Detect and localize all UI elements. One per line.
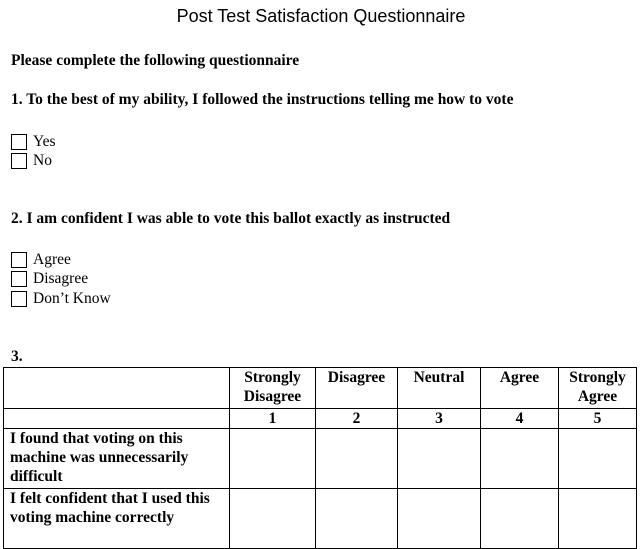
rating-cell[interactable] [398,489,481,549]
option-label: Yes [33,133,56,150]
rating-cell[interactable] [316,489,398,549]
option-disagree[interactable] [11,269,88,289]
option-label: Disagree [33,270,89,287]
scale-number: 1 [230,409,316,429]
rating-cell[interactable] [398,429,481,489]
option-no[interactable] [11,151,52,171]
rating-table [3,367,637,549]
disagree-checkbox[interactable] [11,271,27,287]
option-label: No [33,152,52,169]
page-title: Post Test Satisfaction Questionnaire [176,6,466,26]
option-label: Don’t Know [33,290,111,307]
header-disagree: Disagree [316,368,398,409]
option-yes[interactable] [11,132,56,152]
question-3: 3. [11,348,23,365]
option-agree[interactable] [11,250,71,270]
instructions: Please complete the following questionnaire [11,52,300,69]
header-strongly-agree: Strongly Agree [559,368,637,409]
rating-cell[interactable] [481,489,559,549]
number-blank [4,409,230,429]
table-row [4,429,637,489]
header-neutral: Neutral [398,368,481,409]
question-2: 2. I am confident I was able to vote this ballot exactly as instructed [11,210,451,227]
rating-cell[interactable] [316,429,398,489]
option-dont-know[interactable] [11,289,111,309]
no-checkbox[interactable] [11,153,27,169]
rating-cell[interactable] [230,489,316,549]
rating-cell[interactable] [230,429,316,489]
statement: I found that voting on this machine was unnecessarily difficult [4,429,230,489]
scale-number: 3 [398,409,481,429]
table-row [4,489,637,549]
header-blank [4,368,230,409]
rating-cell[interactable] [481,429,559,489]
rating-cell[interactable] [559,429,637,489]
agree-checkbox[interactable] [11,252,27,268]
option-label: Agree [33,251,71,268]
scale-number: 2 [316,409,398,429]
header-agree: Agree [481,368,559,409]
rating-cell[interactable] [559,489,637,549]
header-strongly-disagree: Strongly Disagree [230,368,316,409]
dont-know-checkbox[interactable] [11,291,27,307]
statement: I felt confident that I used this voting machine correctly [4,489,230,549]
yes-checkbox[interactable] [11,134,27,150]
table-number-row [4,409,637,429]
table-header-row [4,368,637,409]
scale-number: 5 [559,409,637,429]
question-1: 1. To the best of my ability, I followed the instructions telling me how to vote [11,91,514,108]
scale-number: 4 [481,409,559,429]
